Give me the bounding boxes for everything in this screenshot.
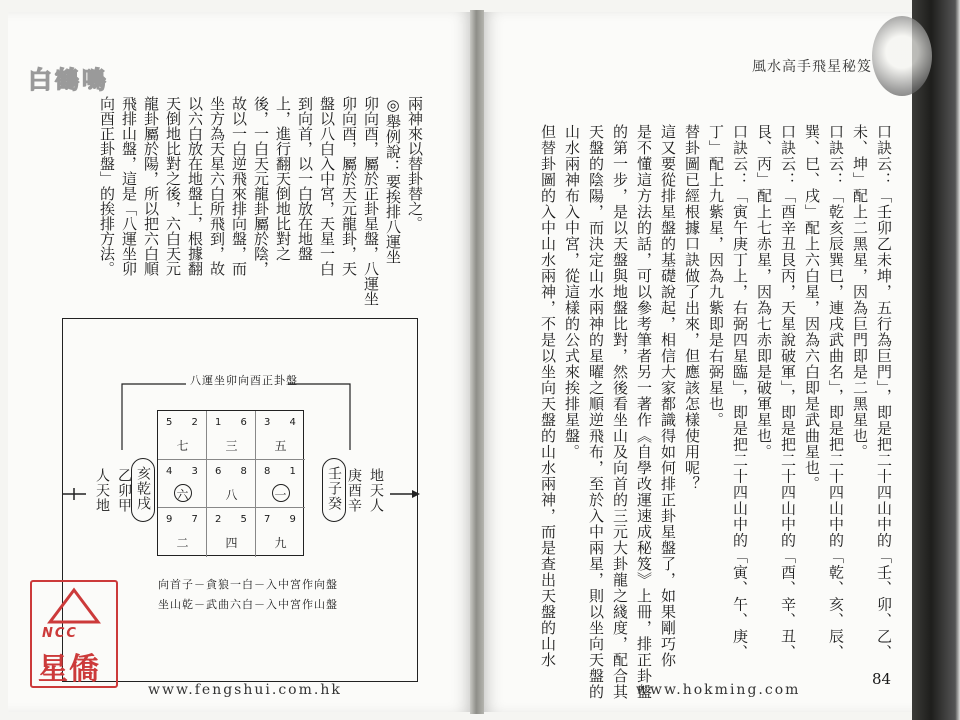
cell-figure: 四	[225, 536, 238, 551]
grid-cell	[256, 508, 305, 557]
cell-figure: 五	[274, 439, 287, 453]
cell-stars: 4 3	[166, 465, 206, 477]
grid-cell	[207, 411, 256, 460]
nine-palace-grid	[157, 410, 304, 556]
cell-figure: 六	[176, 487, 189, 502]
left-circled-label: 亥乾戌	[135, 466, 151, 511]
left-text-column: 天倒地比對之後，六白天元	[164, 96, 182, 276]
diagram-title: 八運坐卯向酉正卦盤	[190, 374, 298, 387]
left-text-column: 後，一白天元龍卦屬於陰，	[252, 96, 270, 276]
page-number: 84	[872, 670, 892, 688]
grid-cell	[158, 460, 207, 509]
left-text-column: 卯向酉，屬於天元龍卦，天	[340, 96, 358, 276]
cell-stars: 2 5	[215, 514, 255, 526]
right-text-column: 但替卦圖的入中山水兩神，不是以坐向天盤的山水兩神，而是查出天盤的山水	[539, 124, 557, 668]
cell-figure: 二	[176, 536, 189, 551]
left-text-column: 龍卦屬於陽，所以把六白順	[142, 96, 160, 276]
grid-cell	[256, 411, 305, 460]
circle-mark	[272, 484, 290, 502]
circle-mark	[174, 484, 192, 502]
cell-stars: 6 8	[215, 465, 255, 477]
mountain-icon	[32, 582, 116, 628]
book-gutter	[470, 10, 484, 714]
right-text-column: 口訣云：「寅午庚丁上，右弼四星臨」，即是把二十四山中的「寅、午、庚、	[731, 124, 749, 661]
ncc-stamp-logo	[30, 580, 118, 688]
cell-stars: 3 4	[264, 417, 304, 428]
left-text-column: 卯向酉，屬於正卦星盤，八運坐	[362, 96, 380, 306]
left-tri-label: 人天地	[94, 468, 110, 513]
left-text-column: 到向首，以一白放在地盤	[296, 96, 314, 261]
book-cover-edge	[912, 0, 960, 720]
right-mountains-label: 庚酉辛	[346, 468, 362, 513]
grid-cell	[256, 460, 305, 509]
left-page-header: 白鶴鳴	[28, 66, 109, 94]
right-text-column: 是不懂這方法的話，可以參考筆者另一著作《自學改運速成秘笈》上冊，排正卦盤	[635, 124, 653, 700]
cell-figure: 七	[176, 439, 189, 453]
right-text-column: 未、坤」配上二黑星，因為巨門即是二黑星也。	[851, 124, 869, 460]
left-text-column: 以六白放在地盤上，根據翻	[186, 96, 204, 276]
stamp-logo-text: NCC	[42, 626, 78, 641]
left-footer-url: www.fengshui.com.hk	[148, 682, 342, 698]
right-text-column: 替卦圖已經根據口訣做了出來，但應該怎樣使用呢？	[683, 124, 701, 492]
diagram-caption: 向首子－貪狼一白－入中宮作向盤	[158, 578, 338, 591]
left-text-column: 飛排山盤，這是「八運坐卯	[120, 96, 138, 276]
cell-figure: 三	[225, 439, 238, 453]
grid-cell	[158, 508, 207, 557]
stamp-brand: 星僑	[38, 652, 100, 687]
right-text-column: 口訣云：「乾亥辰巽巳，連戌武曲名」，即是把二十四山中的「乾、亥、辰、	[827, 124, 845, 661]
decorative-emblem-icon	[872, 16, 932, 96]
left-text-column: 盤以八白入中宮，天星一白	[318, 96, 336, 276]
right-footer-url: www.hokming.com	[636, 682, 801, 698]
right-text-column: 這又要從排星盤的基礎說起，相信大家都識得如何排正卦星盤了，如果剛巧你	[659, 124, 677, 668]
right-text-column: 山水兩神布入中宮，從這樣的公式來挨排星盤。	[563, 124, 581, 460]
left-text-column: 向酉正卦盤」的挨排方法。	[98, 96, 116, 276]
right-text-column: 巽、巳、戌」配上六白星，因為六白即是武曲星也。	[803, 124, 821, 492]
cell-stars: 8 1	[264, 465, 304, 477]
right-tri-label: 地天人	[368, 468, 384, 513]
cell-figure: 九	[274, 536, 287, 551]
cell-figure: 一	[274, 487, 287, 502]
right-text-column: 艮、丙」配上七赤星，因為七赤即是破軍星也。	[755, 124, 773, 460]
left-text-column: 坐方為天星六白所飛到，故	[208, 96, 226, 276]
right-text-column: 口訣云：「酉辛丑艮丙，天星說破軍」，即是把二十四山中的「酉、辛、丑、	[779, 124, 797, 661]
right-text-column: 丁」配上九紫星，因為九紫即是右弼星也。	[707, 124, 725, 428]
grid-cell	[207, 508, 256, 557]
cell-stars: 9 7	[166, 514, 206, 526]
left-text-column: 兩神來以替卦替之。	[406, 96, 424, 231]
right-circled-label: 壬子癸	[326, 466, 342, 511]
cell-stars: 1 6	[215, 417, 255, 428]
left-text-column: 故以一白逆飛來排向盤，而	[230, 96, 248, 276]
right-page-header: 風水高手飛星秘笈	[752, 59, 872, 75]
left-text-column: ◎舉例說：要挨排八運坐	[384, 96, 402, 264]
diagram-caption: 坐山乾－武曲六白－入中宮作山盤	[158, 598, 338, 611]
cell-stars: 7 9	[264, 514, 304, 526]
cell-stars: 5 2	[166, 417, 206, 428]
right-text-column: 天盤的陰陽，而決定山水兩神的星曜之順逆飛布，至於入中兩星，則以坐向天盤的	[587, 124, 605, 700]
cell-figure: 八	[225, 487, 238, 502]
right-text-column: 的第一步，是以天盤與地盤比對，然後看坐山及向首的三元大卦龍之綫度，配合其	[611, 124, 629, 700]
grid-cell	[207, 460, 256, 509]
right-text-column: 口訣云：「壬卯乙未坤，五行為巨門」，即是把二十四山中的「壬、卯、乙、	[875, 124, 893, 661]
left-text-column: 上，進行翻天倒地比對之	[274, 96, 292, 261]
left-mountains-label: 乙卯甲	[116, 468, 132, 513]
grid-cell	[158, 411, 207, 460]
